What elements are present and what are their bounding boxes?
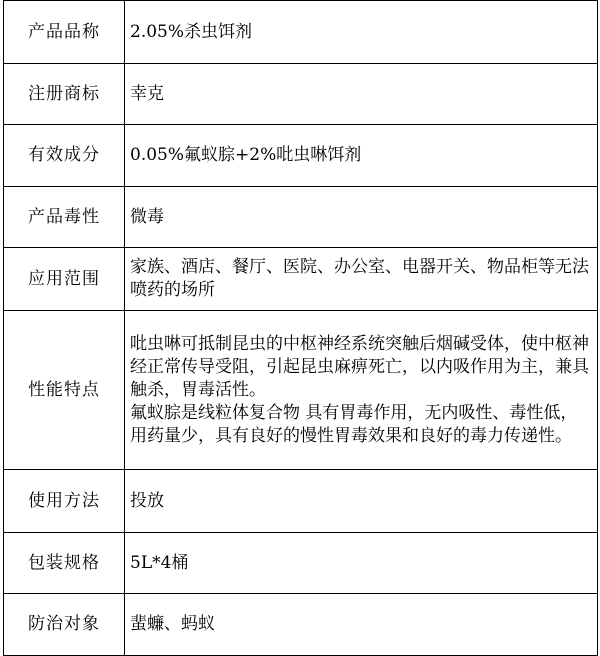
- row-value: 投放: [125, 470, 598, 533]
- row-label: 性能特点: [4, 311, 125, 470]
- row-label: 注册商标: [4, 64, 125, 125]
- row-value: 2.05%杀虫饵剂: [125, 1, 598, 64]
- row-label: 产品品称: [4, 1, 125, 64]
- row-value: 微毒: [125, 187, 598, 248]
- row-label: 防治对象: [4, 594, 125, 656]
- row-label: 有效成分: [4, 125, 125, 187]
- product-spec-table: [3, 0, 598, 656]
- row-package-spec: [4, 533, 598, 594]
- row-product-name: [4, 1, 598, 64]
- row-value: 家族、酒店、餐厅、医院、办公室、电器开关、物品柜等无法喷药的场所: [125, 248, 598, 311]
- row-label: 产品毒性: [4, 187, 125, 248]
- row-value: 蜚蠊、蚂蚁: [125, 594, 598, 656]
- row-target-pests: [4, 594, 598, 656]
- feature-paragraph-hydramethylnon: 氟蚁腙是线粒体复合物 具有胃毒作用，无内吸性、毒性低，用药量少，具有良好的慢性胃毒效果和良好的毒力传递性。: [130, 402, 578, 446]
- feature-paragraph-imidacloprid: 吡虫啉可抵制昆虫的中枢神经系统突触后烟碱受体，使中枢神经正常传导受阻，引起昆虫麻痹死亡，以内吸作用为主，兼具触杀，胃毒活性。: [130, 333, 589, 400]
- row-label: 使用方法: [4, 470, 125, 533]
- row-usage-method: [4, 470, 598, 533]
- row-value: 幸克: [125, 64, 598, 125]
- row-value: 0.05%氟蚁腙+2%吡虫啉饵剂: [125, 125, 598, 187]
- row-value: [125, 311, 598, 470]
- row-label: 包装规格: [4, 533, 125, 594]
- row-trademark: [4, 64, 598, 125]
- row-label: 应用范围: [4, 248, 125, 311]
- row-value: 5L*4桶: [125, 533, 598, 594]
- row-toxicity: [4, 187, 598, 248]
- row-application-scope: [4, 248, 598, 311]
- row-performance-features: [4, 311, 598, 470]
- row-active-ingredient: [4, 125, 598, 187]
